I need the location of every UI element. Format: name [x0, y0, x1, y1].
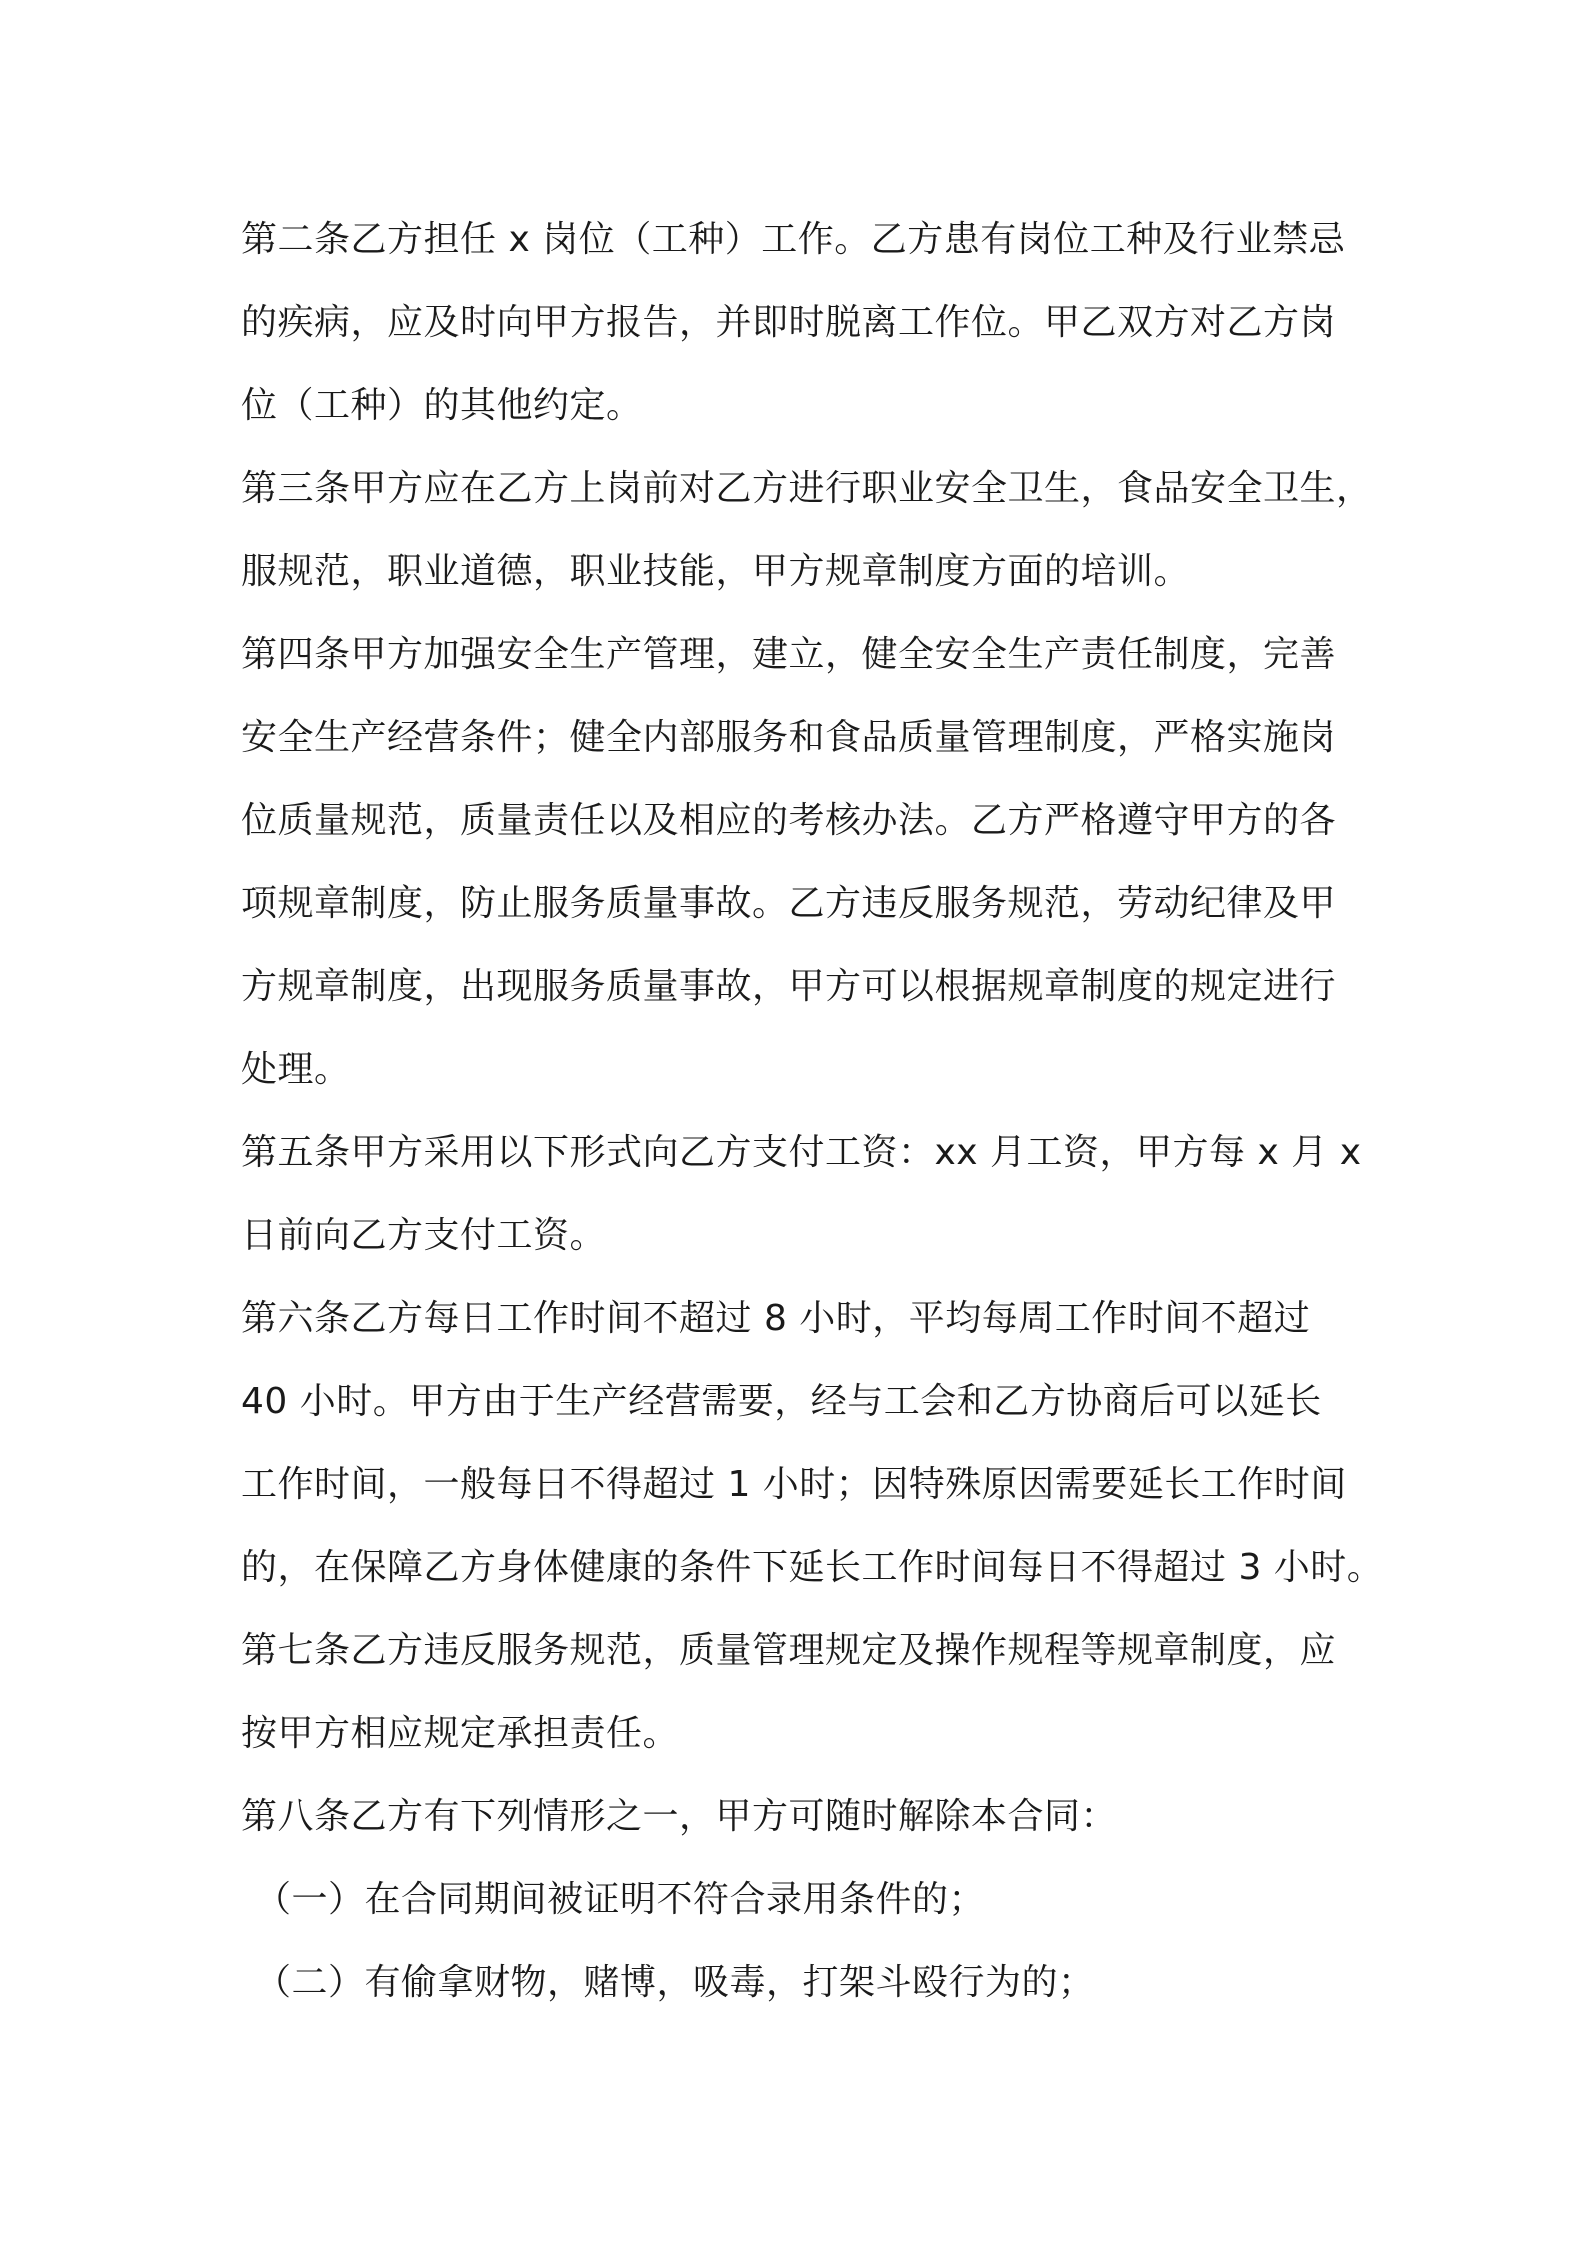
text-line: 第二条乙方担任 x 岗位（工种）工作。乙方患有岗位工种及行业禁忌	[241, 219, 1346, 260]
text-line: 按甲方相应规定承担责任。	[241, 1713, 680, 1754]
text-line: 第六条乙方每日工作时间不超过 8 小时，平均每周工作时间不超过	[241, 1298, 1311, 1339]
text-line: 第三条甲方应在乙方上岗前对乙方进行职业安全卫生，食品安全卫生，	[241, 468, 1373, 509]
text-line: 的，在保障乙方身体健康的条件下延长工作时间每日不得超过 3 小时。	[241, 1547, 1384, 1588]
text-line: 服规范，职业道德，职业技能，甲方规章制度方面的培训。	[241, 551, 1191, 592]
text-line: 位质量规范，质量责任以及相应的考核办法。乙方严格遵守甲方的各	[241, 800, 1337, 841]
text-line: 第八条乙方有下列情形之一，甲方可随时解除本合同：	[241, 1796, 1118, 1837]
text-line: 方规章制度，出现服务质量事故，甲方可以根据规章制度的规定进行	[241, 966, 1337, 1007]
text-line: 的疾病，应及时向甲方报告，并即时脱离工作位。甲乙双方对乙方岗	[241, 302, 1337, 343]
list-item: （二）有偷拿财物，赌博，吸毒，打架斗殴行为的；	[255, 1962, 1095, 2003]
text-line: 项规章制度，防止服务质量事故。乙方违反服务规范，劳动纪律及甲	[241, 883, 1337, 924]
list-item: （一）在合同期间被证明不符合录用条件的；	[255, 1879, 986, 1920]
text-line: 工作时间，一般每日不得超过 1 小时；因特殊原因需要延长工作时间	[241, 1464, 1347, 1505]
text-line: 日前向乙方支付工资。	[241, 1215, 607, 1256]
text-line: 位（工种）的其他约定。	[241, 385, 643, 426]
text-line: 40 小时。甲方由于生产经营需要，经与工会和乙方协商后可以延长	[241, 1381, 1322, 1422]
text-line: 第七条乙方违反服务规范，质量管理规定及操作规程等规章制度，应	[241, 1630, 1337, 1671]
text-line: 第五条甲方采用以下形式向乙方支付工资：xx 月工资，甲方每 x 月 x	[241, 1132, 1362, 1173]
document-body	[241, 198, 1384, 2024]
text-line: 处理。	[241, 1049, 351, 1090]
text-line: 安全生产经营条件；健全内部服务和食品质量管理制度，严格实施岗	[241, 717, 1337, 758]
text-line: 第四条甲方加强安全生产管理，建立，健全安全生产责任制度，完善	[241, 634, 1337, 675]
